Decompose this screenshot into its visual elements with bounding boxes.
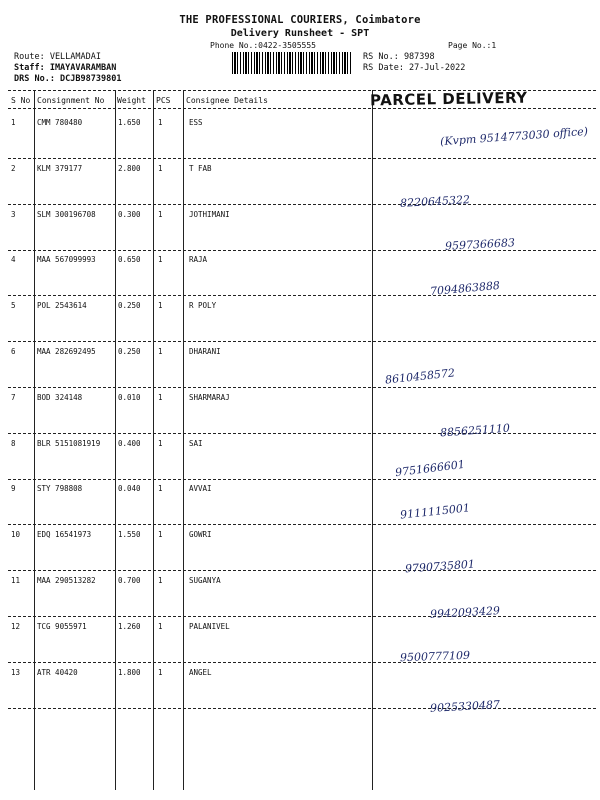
row-consignment: CMM 780480 [37, 118, 83, 127]
row-sno: 8 [11, 438, 16, 448]
row-pcs: 1 [158, 255, 163, 265]
column-divider [183, 90, 184, 790]
row-separator [8, 479, 596, 480]
column-divider [115, 90, 116, 790]
row-pcs: 1 [158, 301, 163, 311]
row-consignee: R POLY [189, 301, 217, 311]
row-separator [8, 158, 596, 159]
row-sno: 12 [11, 621, 21, 631]
row-consignee: PALANIVEL [189, 621, 230, 631]
row-consignment: EDQ 16541973 [37, 530, 92, 540]
row-consignment: MAA 290513282 [37, 576, 96, 585]
row-consignment: TCG 9055971 [37, 621, 87, 631]
row-consignment: STY 798808 [37, 484, 83, 494]
row-sno: 7 [11, 392, 16, 402]
row-weight: 0.400 [118, 438, 141, 448]
row-pcs: 1 [158, 392, 163, 402]
row-pcs: 1 [158, 621, 163, 631]
staff-label: Staff: IMAYAVARAMBAN [14, 63, 117, 73]
row-sno: 9 [11, 484, 16, 494]
row-consignment: MAA 282692495 [37, 347, 96, 356]
row-sno: 3 [11, 209, 16, 219]
row-consignee: SHARMARAJ [189, 392, 230, 402]
col-header-sno: S No [11, 96, 31, 105]
row-separator [8, 250, 596, 251]
handwritten-signature: 9942093429 [429, 604, 501, 621]
row-consignment: SLM 300196708 [37, 209, 96, 219]
row-sno: 13 [11, 667, 21, 677]
row-consignee: ANGEL [189, 667, 212, 677]
handwritten-signature: 9500777109 [399, 648, 471, 665]
rs-number: RS No.: 987398 [363, 52, 435, 62]
handwritten-signature: 9111115001 [399, 501, 471, 522]
col-header-weight: Weight [117, 96, 146, 105]
row-pcs: 1 [158, 163, 163, 173]
row-consignment: BLR 5151081919 [37, 438, 101, 448]
parcel-delivery-stamp: PARCEL DELIVERY [369, 88, 528, 110]
handwritten-signature: 7094863888 [429, 278, 501, 299]
row-weight: 0.650 [118, 255, 141, 265]
row-sno: 2 [11, 163, 16, 173]
row-weight: 0.700 [118, 576, 141, 585]
row-consignee: AVVAI [189, 484, 212, 494]
row-pcs: 1 [158, 438, 163, 448]
row-weight: 0.010 [118, 392, 141, 402]
row-pcs: 1 [158, 530, 163, 540]
row-pcs: 1 [158, 667, 163, 677]
row-pcs: 1 [158, 484, 163, 494]
row-weight: 0.250 [118, 301, 141, 311]
row-separator [8, 708, 596, 709]
row-consignee: DHARANI [189, 347, 221, 356]
row-separator [8, 616, 596, 617]
row-weight: 0.250 [118, 347, 141, 356]
row-consignment: POL 2543614 [37, 301, 87, 311]
row-pcs: 1 [158, 347, 163, 356]
row-consignment: KLM 379177 [37, 163, 83, 173]
row-weight: 1.650 [118, 118, 141, 127]
handwritten-signature: 9025330487 [429, 698, 501, 715]
row-consignment: MAA 567099993 [37, 255, 96, 265]
row-pcs: 1 [158, 209, 163, 219]
phone-number: Phone No.:0422-3505555 [210, 41, 316, 50]
handwritten-signature: 8856251110 [439, 421, 511, 440]
row-sno: 6 [11, 347, 16, 356]
row-weight: 1.800 [118, 667, 141, 677]
row-consignee: ESS [189, 118, 203, 127]
route-label: Route: VELLAMADAI [14, 52, 101, 62]
rs-date: RS Date: 27-Jul-2022 [363, 63, 466, 73]
row-sno: 10 [11, 530, 21, 540]
row-separator [8, 204, 596, 205]
row-weight: 1.550 [118, 530, 141, 540]
row-sno: 11 [11, 576, 21, 585]
column-divider [153, 90, 154, 790]
table-header-rule [8, 108, 596, 109]
row-consignment: BOD 324148 [37, 392, 83, 402]
col-header-consignment: Consignment No [37, 96, 105, 105]
row-consignee: GOWRI [189, 530, 212, 540]
drs-number: DRS No.: DCJB98739801 [14, 74, 122, 84]
row-separator [8, 341, 596, 342]
handwritten-signature: 8610458572 [384, 366, 456, 387]
row-consignment: ATR 40420 [37, 667, 78, 677]
column-divider [372, 90, 373, 790]
row-weight: 2.800 [118, 163, 141, 173]
row-weight: 0.040 [118, 484, 141, 494]
row-separator [8, 524, 596, 525]
handwritten-signature: 9597366683 [444, 236, 516, 253]
row-separator [8, 662, 596, 663]
col-header-pcs: PCS [156, 96, 171, 105]
row-separator [8, 387, 596, 388]
row-separator [8, 570, 596, 571]
handwritten-signature: 9790735801 [404, 557, 476, 576]
row-separator [8, 295, 596, 296]
row-consignee: T FAB [189, 163, 212, 173]
row-sno: 4 [11, 255, 16, 265]
company-title: THE PROFESSIONAL COURIERS, Coimbatore [179, 14, 421, 26]
row-consignee: SAI [189, 438, 203, 448]
handwritten-signature: (Kvpm 9514773030 office) [439, 124, 589, 149]
handwritten-signature: 8220645322 [399, 193, 471, 210]
row-weight: 0.300 [118, 209, 141, 219]
runsheet-title: Delivery Runsheet - SPT [230, 28, 370, 39]
row-consignee: JOTHIMANI [189, 209, 230, 219]
row-pcs: 1 [158, 576, 163, 585]
barcode [232, 52, 352, 74]
row-sno: 1 [11, 118, 16, 127]
column-divider [34, 90, 35, 790]
row-consignee: SUGANYA [189, 576, 221, 585]
col-header-consignee: Consignee Details [186, 96, 268, 105]
row-consignee: RAJA [189, 255, 208, 265]
page-number: Page No.:1 [448, 41, 497, 50]
row-weight: 1.260 [118, 621, 141, 631]
row-pcs: 1 [158, 118, 163, 127]
row-sno: 5 [11, 301, 16, 311]
handwritten-signature: 9751666601 [394, 457, 466, 480]
